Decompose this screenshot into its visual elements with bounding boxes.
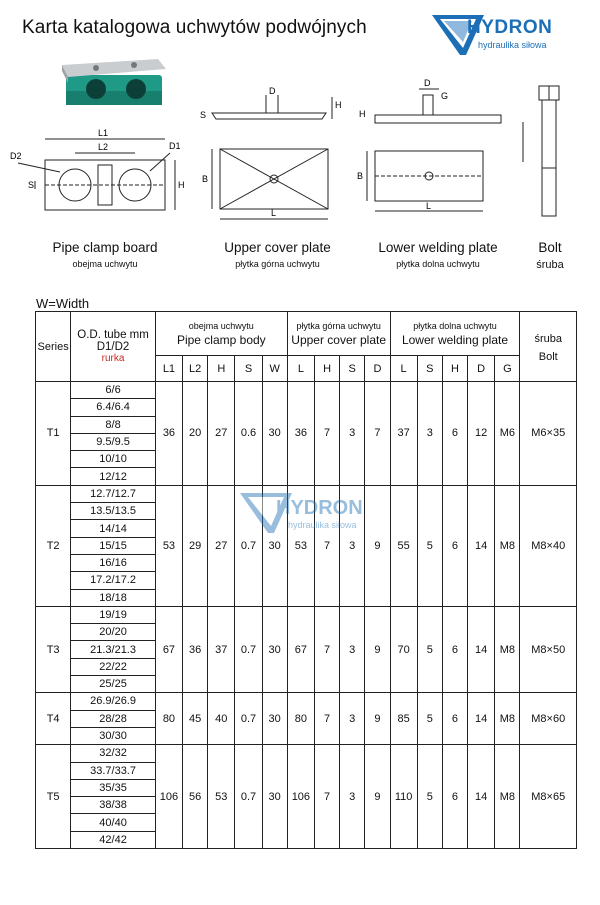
- dimension-cell: 70: [390, 606, 417, 692]
- dimension-cell: 9: [365, 485, 390, 606]
- dimension-cell: 30: [262, 693, 287, 745]
- subheader-cell: D: [365, 356, 390, 382]
- dimension-cell: 7: [365, 382, 390, 486]
- dimension-cell: 56: [183, 745, 208, 849]
- dimension-cell: 0.7: [235, 745, 262, 849]
- tube-size-cell: 13.5/13.5: [71, 503, 156, 520]
- bolt-cell: M8×50: [520, 606, 577, 692]
- caption-bolt: [524, 240, 576, 271]
- dimension-cell: 14: [468, 606, 495, 692]
- tube-size-cell: 9.5/9.5: [71, 433, 156, 450]
- dimension-cell: M8: [495, 606, 520, 692]
- dimension-cell: 55: [390, 485, 417, 606]
- bolt-header-en: Bolt: [538, 350, 558, 363]
- tube-size-cell: 15/15: [71, 537, 156, 554]
- dimension-cell: 30: [262, 606, 287, 692]
- subheader-cell: L1: [155, 356, 182, 382]
- svg-text:H: H: [335, 100, 342, 110]
- bolt-cell: M8×65: [520, 745, 577, 849]
- tube-size-cell: 35/35: [71, 779, 156, 796]
- svg-text:S: S: [28, 180, 35, 190]
- tube-size-cell: 17.2/17.2: [71, 572, 156, 589]
- dimension-cell: 5: [417, 745, 442, 849]
- table-row: [36, 745, 577, 762]
- series-cell: T1: [36, 382, 71, 486]
- dimension-cell: 3: [340, 693, 365, 745]
- dimension-cell: 7: [314, 693, 339, 745]
- tube-size-cell: 21.3/21.3: [71, 641, 156, 658]
- dimension-cell: 30: [262, 745, 287, 849]
- dimension-cell: 7: [314, 745, 339, 849]
- subheader-cell: H: [442, 356, 467, 382]
- watermark-brand: HYDRON: [276, 497, 363, 519]
- table-row: [36, 606, 577, 623]
- tube-size-cell: 10/10: [71, 451, 156, 468]
- dimension-cell: 6: [442, 485, 467, 606]
- svg-text:L2: L2: [98, 142, 109, 152]
- dimension-cell: M8: [495, 485, 520, 606]
- dimension-cell: 0.7: [235, 606, 262, 692]
- dimension-cell: 7: [314, 485, 339, 606]
- group-pl: płytka górna uchwytu: [296, 320, 381, 331]
- dimension-cell: 9: [365, 745, 390, 849]
- dimension-cell: 3: [417, 382, 442, 486]
- tube-size-cell: 20/20: [71, 624, 156, 641]
- bolt-cell: M6×35: [520, 382, 577, 486]
- dimension-cell: 53: [155, 485, 182, 606]
- dimension-cell: 14: [468, 485, 495, 606]
- tube-size-cell: 30/30: [71, 727, 156, 744]
- dimension-cell: 36: [183, 606, 208, 692]
- dimension-cell: 0.6: [235, 382, 262, 486]
- dimension-cell: 67: [287, 606, 314, 692]
- caption-en: Lower welding plate: [378, 240, 498, 255]
- table-row: [36, 693, 577, 710]
- caption-pl: płytka górna uchwytu: [235, 259, 320, 269]
- page-title: Karta katalogowa uchwytów podwójnych: [22, 17, 367, 38]
- group-pl: obejma uchwytu: [188, 320, 254, 331]
- dimension-cell: 37: [208, 606, 235, 692]
- brand-logo: [430, 9, 578, 65]
- table-body: [36, 382, 577, 849]
- subheader-cell: L2: [183, 356, 208, 382]
- dimension-cell: 0.7: [235, 485, 262, 606]
- dimension-cell: 14: [468, 693, 495, 745]
- header-row: [36, 312, 577, 356]
- tube-header-pl: rurka: [101, 353, 125, 364]
- dimension-cell: 80: [155, 693, 182, 745]
- dimension-cell: 3: [340, 382, 365, 486]
- caption-pl: płytka dolna uchwytu: [396, 259, 480, 269]
- dimension-cell: 37: [390, 382, 417, 486]
- watermark-tagline: hydraulika siłowa: [288, 520, 357, 530]
- subheader-cell: G: [495, 356, 520, 382]
- svg-text:D2: D2: [10, 151, 22, 161]
- subheader-cell: S: [340, 356, 365, 382]
- dimension-cell: 53: [287, 485, 314, 606]
- tube-size-cell: 8/8: [71, 416, 156, 433]
- dimension-cell: 9: [365, 606, 390, 692]
- tube-size-cell: 40/40: [71, 814, 156, 831]
- subheader-cell: W: [262, 356, 287, 382]
- bolt-header: [520, 312, 577, 382]
- lower-welding-plate-drawing: [353, 75, 508, 230]
- dimension-cell: 6: [442, 745, 467, 849]
- tube-size-cell: 26.9/26.9: [71, 693, 156, 710]
- tube-size-cell: 32/32: [71, 745, 156, 762]
- dimension-cell: 5: [417, 485, 442, 606]
- group-en: Pipe clamp body: [176, 332, 266, 347]
- logo-tagline: hydraulika siłowa: [478, 40, 547, 50]
- dimension-cell: 3: [340, 606, 365, 692]
- dimension-cell: M8: [495, 693, 520, 745]
- dimension-cell: M8: [495, 745, 520, 849]
- caption-pipe-clamp-board: [35, 240, 175, 269]
- subheader-cell: L: [287, 356, 314, 382]
- dimension-cell: 29: [183, 485, 208, 606]
- dimension-cell: 12: [468, 382, 495, 486]
- table-row: [36, 382, 577, 399]
- svg-text:G: G: [441, 91, 449, 101]
- subheader-cell: H: [208, 356, 235, 382]
- tube-size-cell: 6.4/6.4: [71, 399, 156, 416]
- tube-header: [71, 312, 156, 382]
- dimension-cell: 106: [287, 745, 314, 849]
- svg-text:L: L: [271, 208, 277, 218]
- svg-text:B: B: [357, 171, 364, 181]
- dimension-cell: 9: [365, 693, 390, 745]
- width-note: W=Width: [36, 296, 90, 311]
- dimension-cell: 30: [262, 485, 287, 606]
- svg-text:S: S: [200, 110, 207, 120]
- spec-table: [35, 311, 577, 849]
- dimension-cell: 27: [208, 382, 235, 486]
- tube-size-cell: 14/14: [71, 520, 156, 537]
- series-cell: T5: [36, 745, 71, 849]
- dimension-cell: M6: [495, 382, 520, 486]
- series-cell: T4: [36, 693, 71, 745]
- svg-text:L: L: [426, 201, 432, 211]
- bolt-cell: M8×40: [520, 485, 577, 606]
- dimension-cell: 36: [155, 382, 182, 486]
- tube-size-cell: 33.7/33.7: [71, 762, 156, 779]
- tube-header-d: D1/D2: [96, 341, 130, 353]
- tube-size-cell: 28/28: [71, 710, 156, 727]
- group-upper-cover-plate: [287, 312, 390, 356]
- bolt-header-pl: śruba: [534, 332, 562, 345]
- tube-size-cell: 42/42: [71, 831, 156, 848]
- tube-size-cell: 6/6: [71, 382, 156, 399]
- group-en: Upper cover plate: [291, 332, 386, 347]
- dimension-cell: 7: [314, 606, 339, 692]
- group-pipe-clamp-body: [155, 312, 287, 356]
- upper-cover-plate-drawing: [198, 85, 348, 230]
- dimension-cell: 40: [208, 693, 235, 745]
- group-pl: płytka dolna uchwytu: [413, 320, 497, 331]
- subheader-cell: D: [468, 356, 495, 382]
- dimension-cell: 6: [442, 382, 467, 486]
- group-en: Lower welding plate: [401, 332, 509, 347]
- dimension-cell: 7: [314, 382, 339, 486]
- caption-en: Upper cover plate: [224, 240, 331, 255]
- dimension-cell: 85: [390, 693, 417, 745]
- dimension-cell: 20: [183, 382, 208, 486]
- dimension-cell: 53: [208, 745, 235, 849]
- caption-upper-cover-plate: [205, 240, 350, 269]
- dimension-cell: 6: [442, 693, 467, 745]
- tube-size-cell: 38/38: [71, 797, 156, 814]
- pipe-clamp-board-drawing: [10, 125, 195, 235]
- svg-text:B: B: [202, 174, 209, 184]
- tube-size-cell: 16/16: [71, 554, 156, 571]
- watermark: [238, 487, 398, 543]
- bolt-drawing: [515, 82, 575, 222]
- svg-text:D: D: [269, 86, 276, 96]
- dimension-cell: 80: [287, 693, 314, 745]
- tube-size-cell: 12/12: [71, 468, 156, 485]
- caption-lower-welding-plate: [362, 240, 514, 269]
- caption-pl: obejma uchwytu: [72, 259, 138, 269]
- dimension-cell: 6: [442, 606, 467, 692]
- caption-pl: śruba: [536, 259, 564, 271]
- dimension-cell: 30: [262, 382, 287, 486]
- tube-size-cell: 18/18: [71, 589, 156, 606]
- tube-size-cell: 25/25: [71, 676, 156, 693]
- dimension-cell: 14: [468, 745, 495, 849]
- dimension-cell: 106: [155, 745, 182, 849]
- dimension-cell: 110: [390, 745, 417, 849]
- caption-en: Pipe clamp board: [52, 240, 158, 255]
- series-cell: T3: [36, 606, 71, 692]
- dimension-cell: 0.7: [235, 693, 262, 745]
- svg-text:H: H: [359, 109, 366, 119]
- subheader-cell: L: [390, 356, 417, 382]
- dimension-cell: 27: [208, 485, 235, 606]
- subheader-cell: S: [417, 356, 442, 382]
- tube-size-cell: 19/19: [71, 606, 156, 623]
- dimension-cell: 5: [417, 606, 442, 692]
- bolt-cell: M8×60: [520, 693, 577, 745]
- dimension-cell: 67: [155, 606, 182, 692]
- clamp-photo: [58, 55, 170, 109]
- subheader-cell: S: [235, 356, 262, 382]
- tube-header-en: O.D. tube mm: [77, 329, 149, 341]
- logo-brand-text: HYDRON: [467, 17, 553, 38]
- subheader-cell: H: [314, 356, 339, 382]
- dimension-cell: 36: [287, 382, 314, 486]
- dimension-cell: 45: [183, 693, 208, 745]
- dimension-cell: 3: [340, 485, 365, 606]
- series-cell: T2: [36, 485, 71, 606]
- svg-text:H: H: [178, 180, 185, 190]
- series-header: Series: [36, 312, 71, 382]
- svg-text:L1: L1: [98, 128, 109, 138]
- dimension-cell: 5: [417, 693, 442, 745]
- group-lower-welding-plate: [390, 312, 520, 356]
- tube-size-cell: 12.7/12.7: [71, 485, 156, 502]
- tube-size-cell: 22/22: [71, 658, 156, 675]
- svg-text:D1: D1: [169, 141, 181, 151]
- svg-text:D: D: [424, 78, 431, 88]
- caption-en: Bolt: [538, 240, 562, 255]
- dimension-cell: 3: [340, 745, 365, 849]
